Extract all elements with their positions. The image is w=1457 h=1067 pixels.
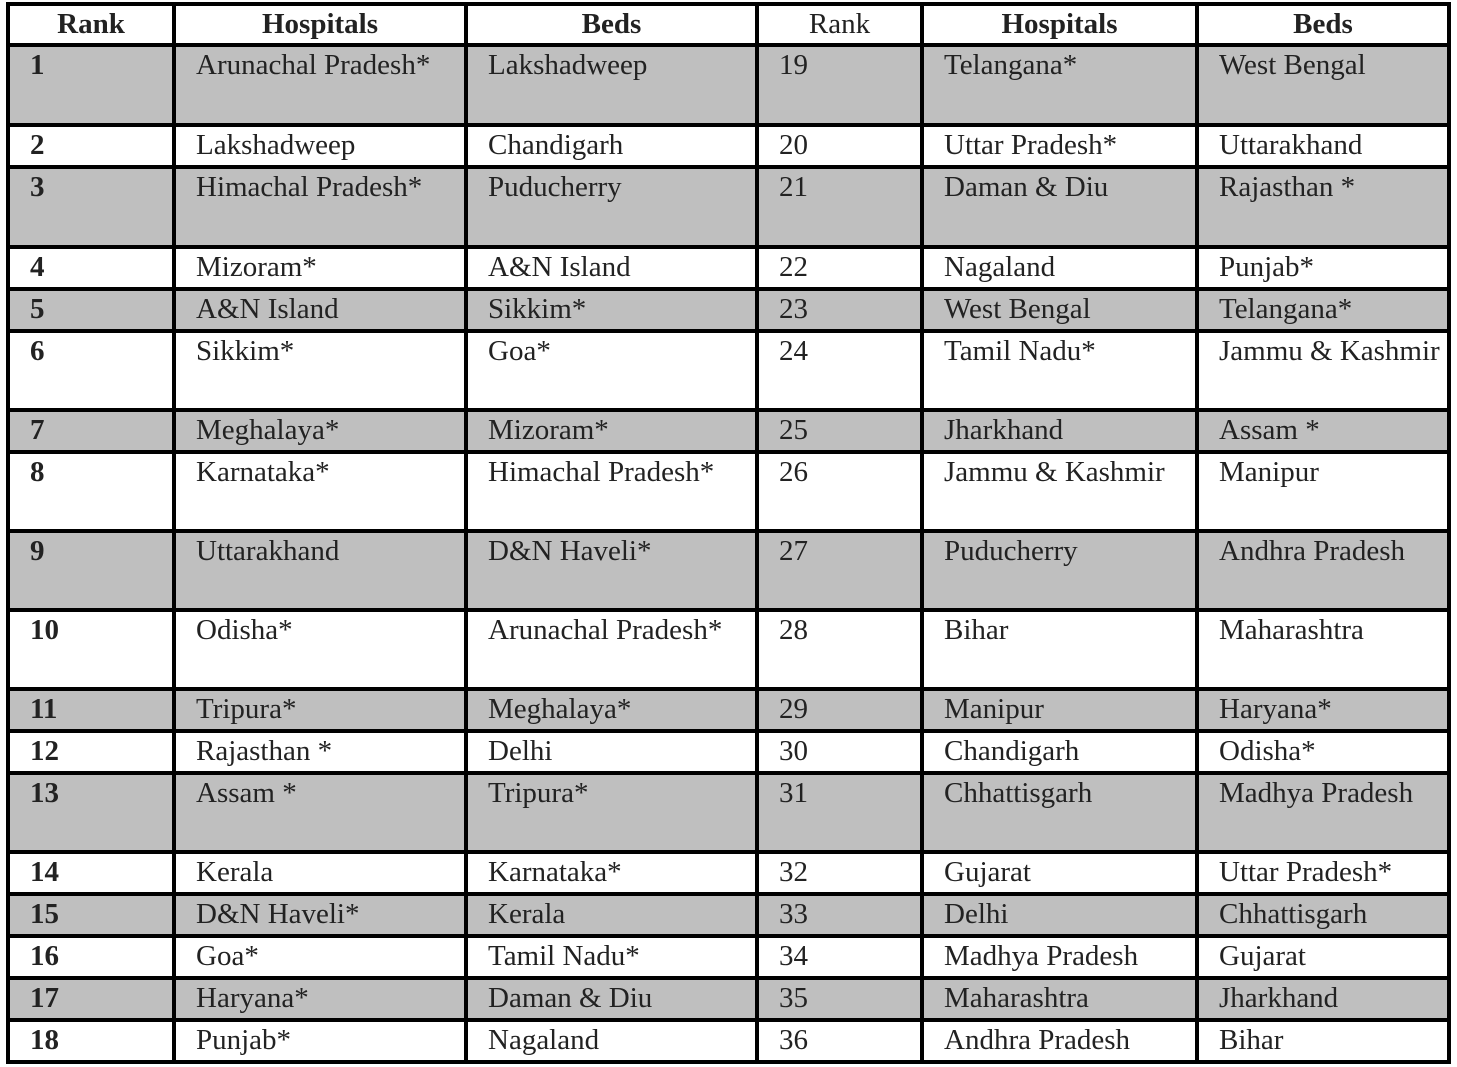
- cell-rank-left: 7: [8, 410, 174, 452]
- cell-beds-right: Jammu & Kashmir: [1197, 331, 1449, 410]
- cell-hospitals-left: Karnataka*: [174, 452, 466, 531]
- table-row: [8, 773, 1449, 852]
- cell-rank-left: 4: [8, 247, 174, 289]
- cell-rank-left: 16: [8, 936, 174, 978]
- cell-rank-left: 5: [8, 289, 174, 331]
- cell-beds-right: Andhra Pradesh: [1197, 531, 1449, 610]
- cell-beds-left: Goa*: [466, 331, 757, 410]
- cell-hospitals-left: Arunachal Pradesh*: [174, 45, 466, 125]
- cell-hospitals-left: Goa*: [174, 936, 466, 978]
- table-row: [8, 167, 1449, 247]
- cell-beds-left: A&N Island: [466, 247, 757, 289]
- cell-hospitals-left: Assam *: [174, 773, 466, 852]
- cell-rank-right: 27: [757, 531, 922, 610]
- cell-beds-right: Haryana*: [1197, 689, 1449, 731]
- cell-rank-right: 26: [757, 452, 922, 531]
- cell-beds-left: Puducherry: [466, 167, 757, 247]
- cell-hospitals-right: Uttar Pradesh*: [922, 125, 1197, 167]
- cell-rank-right: 24: [757, 331, 922, 410]
- cell-hospitals-left: Mizoram*: [174, 247, 466, 289]
- cell-rank-right: 22: [757, 247, 922, 289]
- cell-rank-left: 17: [8, 978, 174, 1020]
- cell-beds-left: Chandigarh: [466, 125, 757, 167]
- table-row: [8, 452, 1449, 531]
- header-beds-left: Beds: [466, 4, 757, 45]
- header-hospitals-right: Hospitals: [922, 4, 1197, 45]
- table-row: [8, 936, 1449, 978]
- table-row: [8, 247, 1449, 289]
- header-beds-right: Beds: [1197, 4, 1449, 45]
- table-row: [8, 125, 1449, 167]
- cell-hospitals-left: A&N Island: [174, 289, 466, 331]
- cell-rank-right: 19: [757, 45, 922, 125]
- cell-hospitals-right: Manipur: [922, 689, 1197, 731]
- table-row: [8, 410, 1449, 452]
- cell-rank-left: 12: [8, 731, 174, 773]
- cell-hospitals-right: Daman & Diu: [922, 167, 1197, 247]
- cell-beds-left: Tamil Nadu*: [466, 936, 757, 978]
- cell-rank-right: 28: [757, 610, 922, 689]
- cell-beds-right: Uttar Pradesh*: [1197, 852, 1449, 894]
- cell-hospitals-left: Sikkim*: [174, 331, 466, 410]
- cell-hospitals-left: Kerala: [174, 852, 466, 894]
- cell-beds-right: Assam *: [1197, 410, 1449, 452]
- table-row: [8, 1020, 1449, 1062]
- cell-hospitals-right: West Bengal: [922, 289, 1197, 331]
- cell-beds-left: Lakshadweep: [466, 45, 757, 125]
- header-hospitals-left: Hospitals: [174, 4, 466, 45]
- cell-rank-right: 25: [757, 410, 922, 452]
- cell-hospitals-right: Nagaland: [922, 247, 1197, 289]
- cell-beds-left: Arunachal Pradesh*: [466, 610, 757, 689]
- cell-beds-right: Punjab*: [1197, 247, 1449, 289]
- table-row: [8, 894, 1449, 936]
- cell-rank-left: 3: [8, 167, 174, 247]
- cell-hospitals-right: Chandigarh: [922, 731, 1197, 773]
- cell-hospitals-right: Telangana*: [922, 45, 1197, 125]
- cell-hospitals-left: Odisha*: [174, 610, 466, 689]
- table-row: [8, 610, 1449, 689]
- cell-hospitals-left: Haryana*: [174, 978, 466, 1020]
- header-row: [8, 4, 1449, 45]
- table-row: [8, 978, 1449, 1020]
- table-row: [8, 689, 1449, 731]
- cell-beds-right: Odisha*: [1197, 731, 1449, 773]
- header-rank-left: Rank: [8, 4, 174, 45]
- cell-beds-right: Telangana*: [1197, 289, 1449, 331]
- cell-hospitals-left: D&N Haveli*: [174, 894, 466, 936]
- cell-rank-left: 11: [8, 689, 174, 731]
- cell-rank-left: 10: [8, 610, 174, 689]
- cell-beds-left: Meghalaya*: [466, 689, 757, 731]
- cell-rank-right: 36: [757, 1020, 922, 1062]
- cell-hospitals-left: Meghalaya*: [174, 410, 466, 452]
- cell-beds-right: Maharashtra: [1197, 610, 1449, 689]
- table-row: [8, 331, 1449, 410]
- cell-rank-right: 20: [757, 125, 922, 167]
- cell-beds-left: Mizoram*: [466, 410, 757, 452]
- cell-rank-right: 32: [757, 852, 922, 894]
- cell-beds-right: Uttarakhand: [1197, 125, 1449, 167]
- cell-hospitals-right: Chhattisgarh: [922, 773, 1197, 852]
- cell-hospitals-left: Punjab*: [174, 1020, 466, 1062]
- cell-rank-left: 9: [8, 531, 174, 610]
- cell-rank-right: 29: [757, 689, 922, 731]
- cell-rank-left: 15: [8, 894, 174, 936]
- cell-hospitals-left: Lakshadweep: [174, 125, 466, 167]
- cell-beds-left: Himachal Pradesh*: [466, 452, 757, 531]
- cell-hospitals-right: Maharashtra: [922, 978, 1197, 1020]
- cell-rank-right: 23: [757, 289, 922, 331]
- cell-hospitals-left: Rajasthan *: [174, 731, 466, 773]
- cell-hospitals-right: Puducherry: [922, 531, 1197, 610]
- cell-hospitals-right: Andhra Pradesh: [922, 1020, 1197, 1062]
- cell-beds-right: Gujarat: [1197, 936, 1449, 978]
- cell-beds-right: Rajasthan *: [1197, 167, 1449, 247]
- cell-rank-left: 6: [8, 331, 174, 410]
- cell-beds-left: Nagaland: [466, 1020, 757, 1062]
- cell-beds-right: Jharkhand: [1197, 978, 1449, 1020]
- cell-rank-left: 2: [8, 125, 174, 167]
- cell-beds-left: Karnataka*: [466, 852, 757, 894]
- cell-rank-right: 21: [757, 167, 922, 247]
- cell-rank-left: 8: [8, 452, 174, 531]
- cell-beds-right: Manipur: [1197, 452, 1449, 531]
- cell-hospitals-right: Tamil Nadu*: [922, 331, 1197, 410]
- cell-rank-left: 18: [8, 1020, 174, 1062]
- cell-rank-right: 34: [757, 936, 922, 978]
- cell-hospitals-right: Jharkhand: [922, 410, 1197, 452]
- table-row: [8, 852, 1449, 894]
- cell-rank-right: 30: [757, 731, 922, 773]
- cell-beds-left: Delhi: [466, 731, 757, 773]
- table-row: [8, 531, 1449, 610]
- cell-beds-left: Sikkim*: [466, 289, 757, 331]
- cell-rank-left: 1: [8, 45, 174, 125]
- cell-rank-right: 35: [757, 978, 922, 1020]
- cell-beds-right: Madhya Pradesh: [1197, 773, 1449, 852]
- cell-beds-right: Bihar: [1197, 1020, 1449, 1062]
- cell-beds-left: Daman & Diu: [466, 978, 757, 1020]
- cell-hospitals-left: Tripura*: [174, 689, 466, 731]
- cell-hospitals-right: Bihar: [922, 610, 1197, 689]
- cell-hospitals-right: Delhi: [922, 894, 1197, 936]
- state-ranking-table: [6, 2, 1451, 1064]
- cell-rank-right: 33: [757, 894, 922, 936]
- header-rank-right: Rank: [757, 4, 922, 45]
- table-row: [8, 45, 1449, 125]
- cell-beds-left: Tripura*: [466, 773, 757, 852]
- cell-beds-left: D&N Haveli*: [466, 531, 757, 610]
- cell-hospitals-right: Gujarat: [922, 852, 1197, 894]
- cell-hospitals-right: Jammu & Kashmir: [922, 452, 1197, 531]
- cell-rank-left: 14: [8, 852, 174, 894]
- table-body: [8, 45, 1449, 1062]
- cell-hospitals-left: Uttarakhand: [174, 531, 466, 610]
- cell-hospitals-left: Himachal Pradesh*: [174, 167, 466, 247]
- cell-hospitals-right: Madhya Pradesh: [922, 936, 1197, 978]
- cell-beds-right: West Bengal: [1197, 45, 1449, 125]
- cell-rank-right: 31: [757, 773, 922, 852]
- table-row: [8, 289, 1449, 331]
- cell-rank-left: 13: [8, 773, 174, 852]
- cell-beds-left: Kerala: [466, 894, 757, 936]
- table-row: [8, 731, 1449, 773]
- cell-beds-right: Chhattisgarh: [1197, 894, 1449, 936]
